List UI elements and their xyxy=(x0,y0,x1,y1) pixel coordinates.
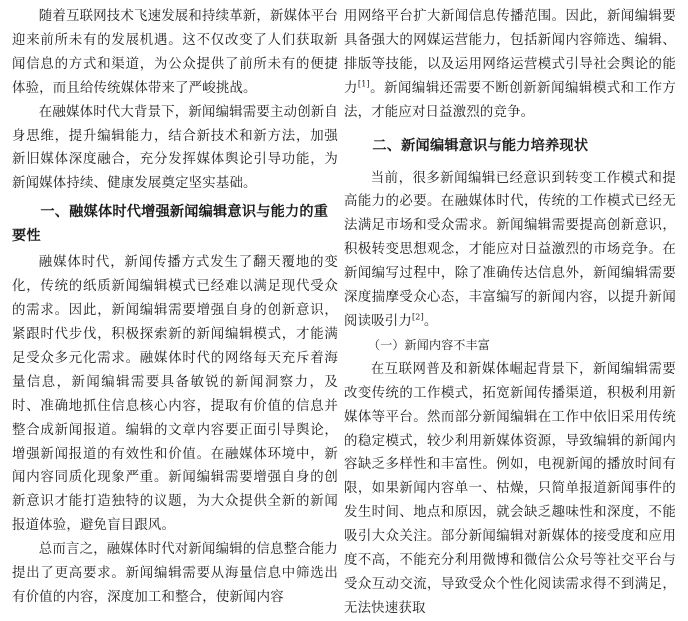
section-2-paragraph-1 xyxy=(344,167,676,334)
paragraph-text-end: 。新闻编辑还需要不断创新新闻编辑模式和工作方法，才能应对日益激烈的竞争。 xyxy=(344,80,676,120)
section-heading-2: 二、新闻编辑意识与能力培养现状 xyxy=(372,137,589,154)
intro-paragraph-2: 在融媒体时代大背景下，新闻编辑需要主动创新自身思维，提升编辑能力，结合新技术和新方法，加强新旧媒体深度融合，充分发挥媒体舆论引导功能，为新闻媒体持续、健康发展奠定坚实基础。 xyxy=(12,104,338,192)
intro-paragraph-1: 随着互联网技术飞速发展和持续革新，新媒体平台迎来前所未有的发展机遇。这不仅改变了人们获取新闻信息的方式和渠道，为公众提供了前所未有的便捷体验，而且给传统媒体带来了严峻挑战。 xyxy=(12,9,338,96)
section-1-paragraph-2-continued xyxy=(344,5,676,125)
subsection-1-paragraph-1: 在互联网普及和新媒体崛起背景下，新闻编辑需要改变传统的工作模式，拓宽新闻传播渠道，积极利用新媒体等平台。然而部分新闻编辑在工作中依旧采用传统的稳定模式，较少利用新媒体资源，导致编辑的新闻内容缺乏多样性和丰富性。例如，电视新闻的播放时间有限，如果新闻内容单一、枯燥，只简单报道新闻事件的发生时间、地点和原因，就会缺乏趣味性和深度，不能吸引大众关注。部分新闻编辑对新媒体的接受度和应用度不高，不能充分利用微博和微信公众号等社交平台与受众互动交流，导致受众个性化阅读需求得不到满足，无法快速获取 xyxy=(344,361,676,616)
paragraph-text: 当前，很多新闻编辑已经意识到转变工作模式和提高能力的必要。在融媒体时代，传统的工作模式已经无法满足市场和受众需求。新闻编辑需要提高创新意识，积极转变思想观念，才能应对日益激烈的市场竞争。在新闻编写过程中，除了准确传达信息外，新闻编辑需要深度揣摩受众心态，丰富编写的新闻内容，以提升新闻阅读吸引力 xyxy=(344,170,676,329)
paragraph-text: 用网络平台扩大新闻信息传播范围。因此，新闻编辑要具备强大的网媒运营能力，包括新闻内容筛选、编辑、排版等技能，以及运用网络运营模式引导社会舆论的能力 xyxy=(344,9,676,96)
citation-ref-2: [2] xyxy=(411,312,424,322)
section-1-paragraph-1: 融媒体时代，新闻传播方式发生了翻天覆地的变化，传统的纸质新闻编辑模式已经难以满足现代受众的需求。因此，新闻编辑需要增强自身的创新意识，紧跟时代步伐，积极探索新的新闻编辑模式，才能满足受众多元化需求。融媒体时代的网络每天充斥着海量信息，新闻编辑需要具备敏锐的新闻洞察力，及时、准确地抓住信息核心内容，提取有价值的信息并整合成新闻报道。编辑的文章内容要正面引导舆论，增强新闻报道的有效性和价值。在融媒体环境中，新闻内容同质化现象严重。新闻编辑需要增强自身的创新意识才能打造独特的议题，为大众提供全新的新闻报道体验，避免盲目跟风。 xyxy=(12,255,338,534)
subsection-heading-1: （一）新闻内容不丰富 xyxy=(368,337,491,352)
citation-ref-1: [1] xyxy=(357,79,370,89)
paragraph-text-end: 。 xyxy=(423,313,438,329)
section-heading-1: 一、融媒体时代增强新闻编辑意识与能力的重要性 xyxy=(12,204,329,245)
left-column xyxy=(12,5,338,610)
section-1-paragraph-2: 总而言之，融媒体时代对新闻编辑的信息整合能力提出了更高要求。新闻编辑需要从海量信息中筛选出有价值的内容，深度加工和整合，使新闻内容 xyxy=(12,542,338,605)
right-column xyxy=(344,5,676,621)
